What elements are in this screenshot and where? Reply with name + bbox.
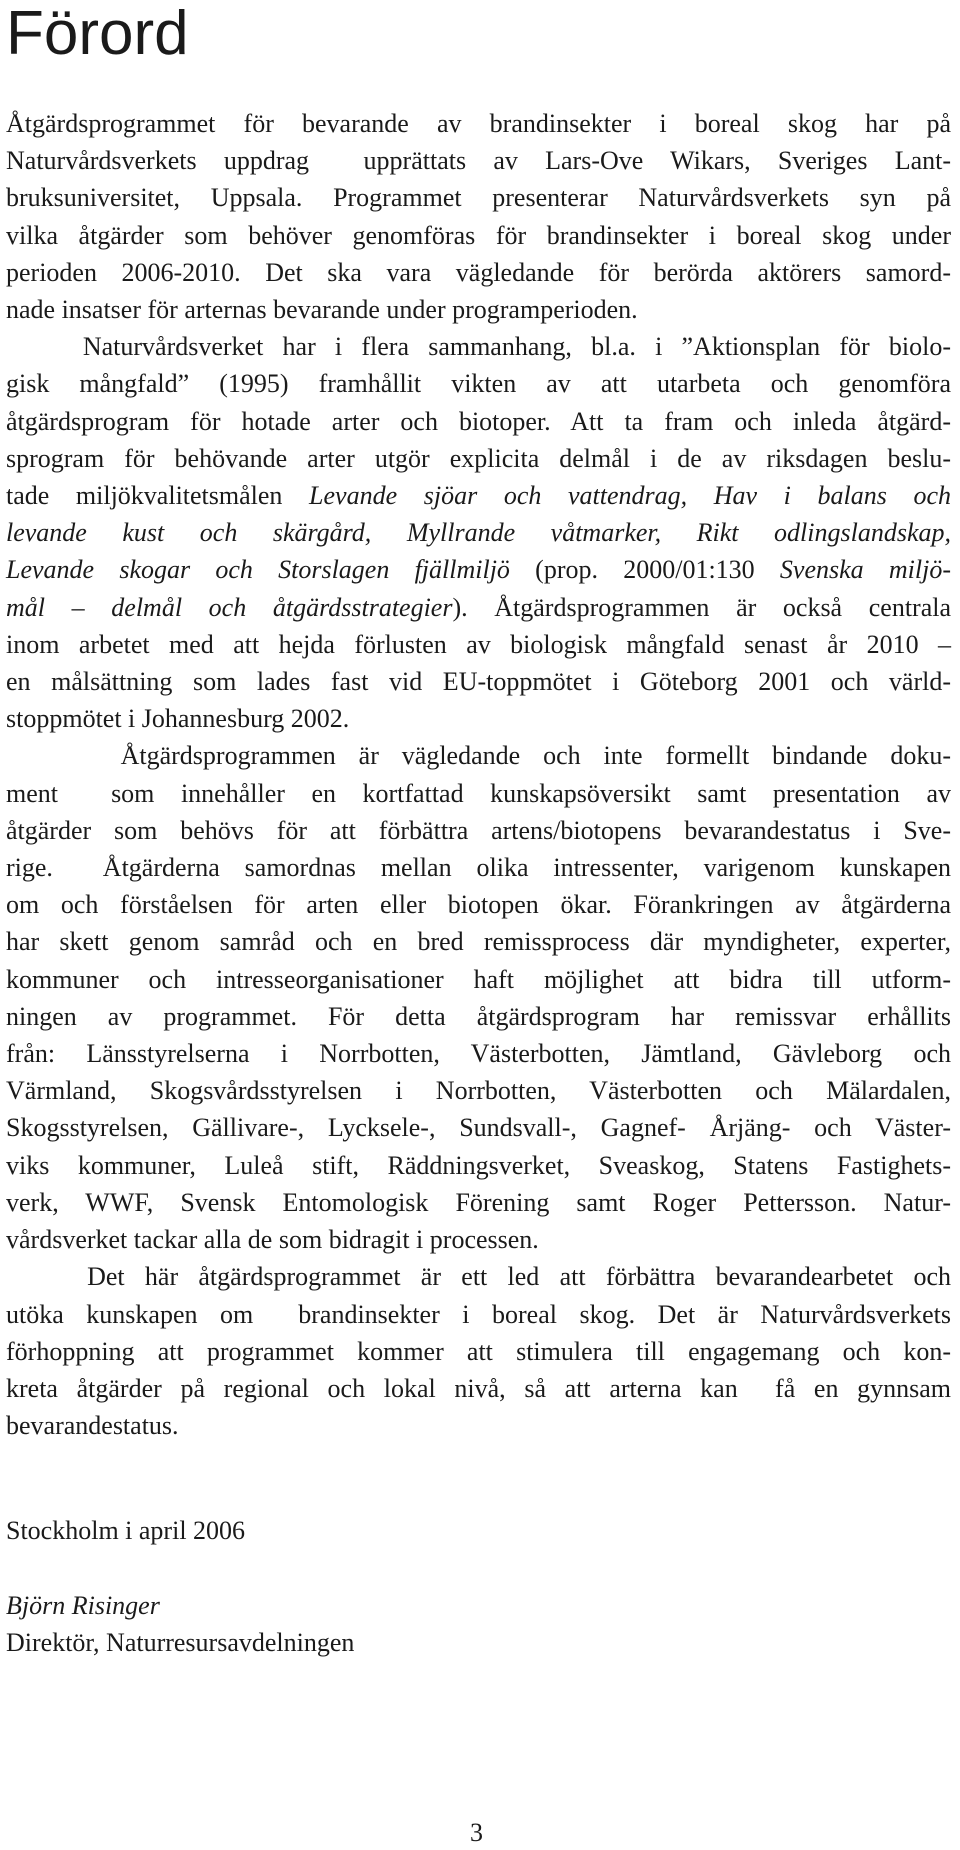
text-line (6, 700, 951, 737)
text-segment: ningen av programmet. För detta åtgärdsprogram har remissvar erhållits (6, 1001, 951, 1031)
text-segment: ment som innehåller en kortfattad kunskapsöversikt samt presentation av (6, 778, 951, 808)
italic-text: Svenska miljö- (779, 555, 952, 585)
text-line (6, 254, 951, 291)
text-segment: Naturvårdsverket har i flera sammanhang, bl.a. i ”Aktionsplan för biolo- (6, 332, 951, 362)
signature-name: Björn Risinger (6, 1591, 160, 1620)
text-segment: tade miljökvalitetsmålen (6, 481, 310, 511)
text-line (6, 1258, 951, 1295)
text-segment: inom arbetet med att hejda förlusten av biologisk mångfald senast år 2010 – (6, 629, 951, 659)
text-line (6, 105, 951, 142)
text-segment: (prop. 2000/01:130 (509, 555, 780, 585)
text-segment: verk, WWF, Svensk Entomologisk Förening samt Roger Pettersson. Natur- (6, 1187, 951, 1217)
text-segment: Åtgärdsprogrammen är vägledande och inte formellt bindande doku- (6, 741, 951, 771)
page (6, 0, 952, 1850)
text-segment: Åtgärdsprogrammet för bevarande av brandinsekter i boreal skog har på (6, 109, 951, 138)
text-segment: förhoppning att programmet kommer att stimulera till engagemang och kon- (6, 1336, 951, 1366)
place-date: Stockholm i april 2006 (6, 1516, 246, 1545)
text-segment: stoppmötet i Johannesburg 2002. (6, 704, 350, 734)
text-line (6, 998, 951, 1035)
text-segment: sprogram för behövande arter utgör explicita delmål i de av riksdagen beslu- (6, 443, 951, 473)
text-segment: vilka åtgärder som behöver genomföras för brandinsekter i boreal skog under (6, 220, 951, 250)
text-segment: nade insatser för arternas bevarande under programperioden. (6, 295, 638, 325)
text-line (6, 142, 951, 179)
text-line (6, 1072, 951, 1109)
italic-text: levande kust och skärgård, Myllrande våtmarker, Rikt odlingslandskap, (6, 518, 951, 548)
text-line (6, 663, 951, 700)
text-line (6, 849, 951, 886)
text-segment: Naturvårdsverkets uppdrag upprättats av Lars-Ove Wikars, Sveriges Lant- (6, 146, 951, 176)
text-line (6, 179, 951, 216)
text-segment: åtgärder som behövs för att förbättra artens/biotopens bevarandestatus i Sve- (6, 815, 951, 845)
foreword-body (6, 105, 951, 1444)
text-line (6, 477, 951, 514)
text-segment: ). Åtgärdsprogrammen är också centrala (452, 592, 952, 622)
text-line (6, 737, 951, 774)
text-segment: rige. Åtgärderna samordnas mellan olika intressenter, varigenom kunskapen (6, 853, 951, 883)
text-line (6, 365, 951, 402)
text-line (6, 1147, 951, 1184)
text-segment: vårdsverket tackar alla de som bidragit i processen. (6, 1225, 539, 1255)
italic-text: Levande skogar och Storslagen fjällmiljö (6, 555, 510, 585)
text-segment: om och förståelsen för arten eller biotopen ökar. Förankringen av åtgärderna (6, 890, 951, 920)
text-segment: bevarandestatus. (6, 1411, 179, 1441)
text-segment: Värmland, Skogsvårdsstyrelsen i Norrbotten, Västerbotten och Mälardalen, (6, 1076, 951, 1106)
text-line (6, 961, 951, 998)
text-line (6, 1333, 951, 1370)
text-line (6, 1035, 951, 1072)
text-line (6, 291, 951, 328)
text-line (6, 589, 951, 626)
text-line (6, 403, 951, 440)
text-line (6, 551, 951, 588)
text-line (6, 440, 951, 477)
text-segment: Skogsstyrelsen, Gällivare-, Lycksele-, Sundsvall-, Gagnef- Årjäng- och Väster- (6, 1113, 951, 1143)
signature-title: Direktör, Naturresursavdelningen (6, 1628, 355, 1657)
text-segment: kommuner och intresseorganisationer haft möjlighet att bidra till utform- (6, 964, 951, 994)
text-segment: kreta åtgärder på regional och lokal nivå, så att arterna kan få en gynnsam (6, 1373, 951, 1403)
text-line (6, 1407, 951, 1444)
text-segment: Det här åtgärdsprogrammet är ett led att förbättra bevarandearbetet och (6, 1262, 951, 1292)
page-title: Förord (6, 0, 189, 68)
italic-text: mål – delmål och åtgärdsstrategier (6, 592, 453, 622)
page-number: 3 (470, 1818, 483, 1847)
text-line (6, 217, 951, 254)
text-line (6, 1221, 951, 1258)
text-line (6, 514, 951, 551)
text-line (6, 812, 951, 849)
text-line (6, 328, 951, 365)
text-segment: en målsättning som lades fast vid EU-toppmötet i Göteborg 2001 och värld- (6, 667, 951, 697)
text-segment: åtgärdsprogram för hotade arter och biotoper. Att ta fram och inleda åtgärd- (6, 406, 951, 436)
text-line (6, 886, 951, 923)
text-segment: bruksuniversitet, Uppsala. Programmet presenterar Naturvårdsverkets syn på (6, 183, 951, 213)
text-segment: från: Länsstyrelserna i Norrbotten, Västerbotten, Jämtland, Gävleborg och (6, 1039, 951, 1069)
text-segment: viks kommuner, Luleå stift, Räddningsverket, Sveaskog, Statens Fastighets- (6, 1150, 951, 1180)
text-line (6, 1184, 951, 1221)
text-segment: perioden 2006-2010. Det ska vara vägledande för berörda aktörers samord- (6, 257, 951, 287)
text-line (6, 626, 951, 663)
italic-text: Levande sjöar och vattendrag, Hav i balans och (309, 481, 951, 511)
text-line (6, 1109, 951, 1146)
text-segment: utöka kunskapen om brandinsekter i boreal skog. Det är Naturvårdsverkets (6, 1299, 951, 1329)
text-segment: gisk mångfald” (1995) framhållit vikten av att utarbeta och genomföra (6, 369, 951, 399)
text-line (6, 775, 951, 812)
text-line (6, 1370, 951, 1407)
text-segment: har skett genom samråd och en bred remissprocess där myndigheter, experter, (6, 927, 951, 957)
text-line (6, 923, 951, 960)
text-line (6, 1296, 951, 1333)
